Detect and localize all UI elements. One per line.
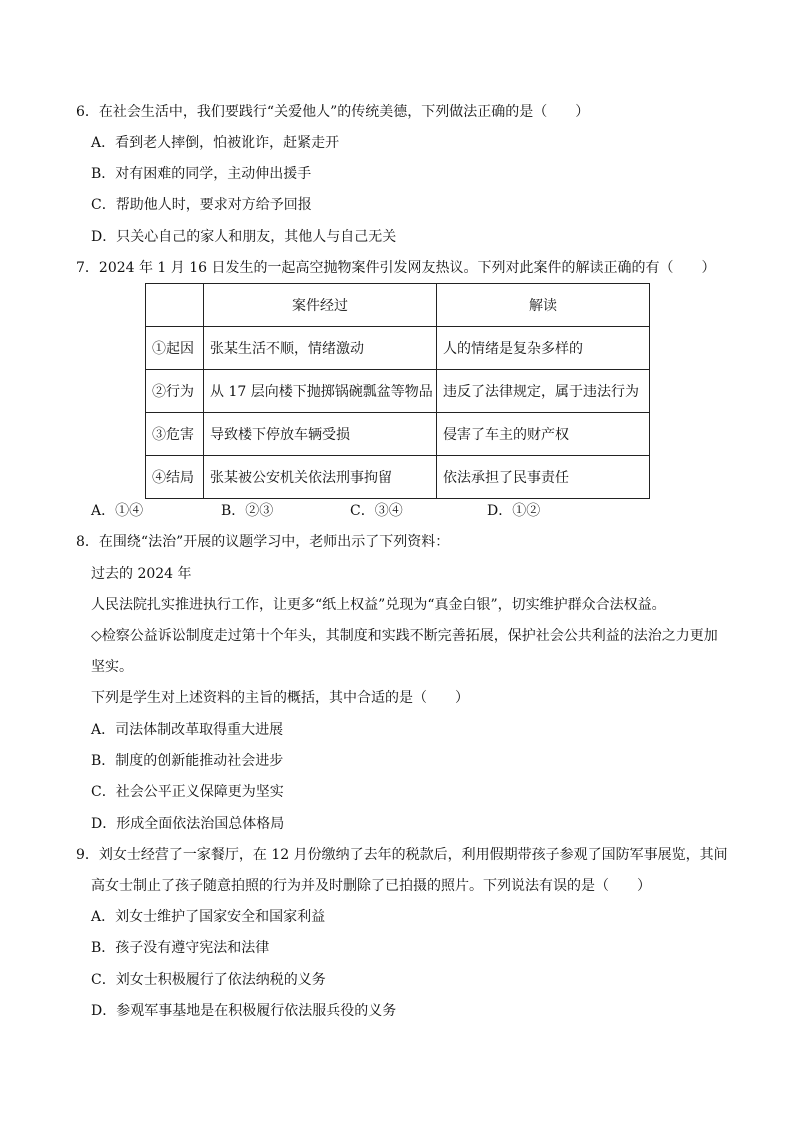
q6-option-c: C．帮助他人时，要求对方给予回报 [91, 197, 312, 213]
q8-material-1: 人民法院扎实推进执行工作，让更多“纸上权益”兑现为“真金白银”，切实维护群众合法权益。 [91, 597, 666, 613]
table-header-row [146, 284, 650, 327]
q6-option-d: D．只关心自己的家人和朋友，其他人与自己无关 [91, 229, 397, 245]
q9-option-a: A．刘女士维护了国家安全和国家利益 [91, 909, 326, 925]
q9-option-d: D．参观军事基地是在积极履行依法服兵役的义务 [91, 1003, 397, 1019]
table-cell: 侵害了车主的财产权 [437, 413, 650, 456]
q8-material-title: 过去的 2024 年 [91, 566, 192, 582]
q9-option-b: B．孩子没有遵守宪法和法律 [91, 940, 270, 956]
table-cell: 依法承担了民事责任 [437, 456, 650, 499]
q8-option-d: D．形成全面依法治国总体格局 [91, 816, 285, 832]
q8-question: 下列是学生对上述资料的主旨的概括，其中合适的是（ ） [91, 690, 469, 706]
q7-options [91, 501, 611, 521]
table-cell: ③危害 [146, 413, 204, 456]
q8-material-2-line2: 坚实。 [91, 659, 133, 675]
table-cell: ①起因 [146, 327, 204, 370]
table-header-cell: 案件经过 [204, 284, 437, 327]
q8-stem: 8．在围绕“法治”开展的议题学习中，老师出示了下列资料： [76, 534, 450, 550]
table-header-cell [146, 284, 204, 327]
table-cell: 违反了法律规定，属于违法行为 [437, 370, 650, 413]
q7-option-b: B．②③ [221, 503, 274, 519]
q9-stem-line2: 高女士制止了孩子随意拍照的行为并及时删除了已拍摄的照片。下列说法有误的是（ ） [91, 878, 651, 894]
table-cell: 导致楼下停放车辆受损 [204, 413, 437, 456]
q8-material-2-line1: ◇检察公益诉讼制度走过第十个年头，其制度和实践不断完善拓展，保护社会公共利益的法治之力更加 [91, 628, 718, 644]
table-cell: ②行为 [146, 370, 204, 413]
table-row [146, 370, 650, 413]
table-cell: 张某被公安机关依法刑事拘留 [204, 456, 437, 499]
q6-option-b: B．对有困难的同学，主动伸出援手 [91, 166, 312, 182]
q8-option-c: C．社会公平正义保障更为坚实 [91, 784, 284, 800]
q7-option-c: C．③④ [350, 503, 403, 519]
table-cell: ④结局 [146, 456, 204, 499]
table-header-cell: 解读 [437, 284, 650, 327]
table-cell: 张某生活不顺，情绪激动 [204, 327, 437, 370]
q7-option-d: D．①② [487, 503, 541, 519]
table-row [146, 327, 650, 370]
table-row [146, 456, 650, 499]
table-row [146, 413, 650, 456]
case-table [145, 283, 650, 499]
table-cell: 从 17 层向楼下抛掷锅碗瓢盆等物品 [204, 370, 437, 413]
q7-stem: 7．2024 年 1 月 16 日发生的一起高空抛物案件引发网友热议。下列对此案件的解读正确的有（ ） [76, 260, 716, 276]
q9-option-c: C．刘女士积极履行了依法纳税的义务 [91, 972, 326, 988]
q7-option-a: A．①④ [91, 503, 144, 519]
q8-option-b: B．制度的创新能推动社会进步 [91, 753, 284, 769]
q9-stem-line1: 9．刘女士经营了一家餐厅，在 12 月份缴纳了去年的税款后，利用假期带孩子参观了国防军事展览，其间 [76, 847, 728, 863]
q8-option-a: A．司法体制改革取得重大进展 [91, 722, 284, 738]
q6-stem: 6．在社会生活中，我们要践行“关爱他人”的传统美德，下列做法正确的是（ ） [76, 104, 590, 120]
table-cell: 人的情绪是复杂多样的 [437, 327, 650, 370]
q6-option-a: A．看到老人摔倒，怕被讹诈，赶紧走开 [91, 135, 340, 151]
